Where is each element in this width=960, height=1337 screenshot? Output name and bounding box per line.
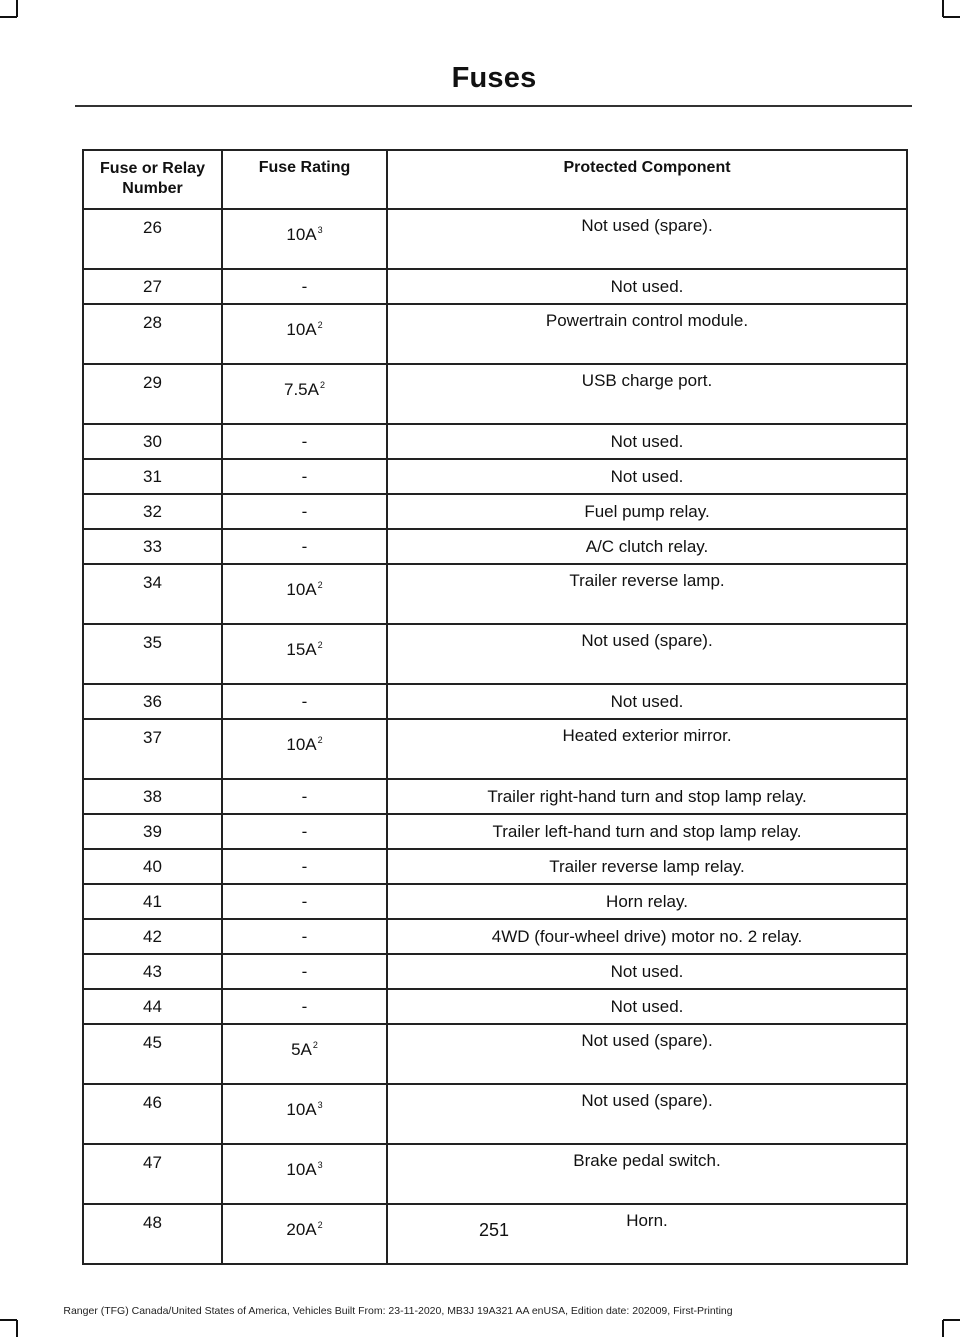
protected-component-cell: Not used (spare). [387,1084,907,1144]
footnote-marker: 2 [319,380,325,390]
fuse-rating-value: - [301,431,308,451]
fuse-rating-cell [222,814,387,849]
fuse-rating-value: 10A [286,225,317,244]
fuse-number-cell: 36 [83,684,222,719]
fuse-rating-cell [222,684,387,719]
protected-component-cell: Brake pedal switch. [387,1144,907,1204]
crop-mark-top-left [0,16,17,18]
table-row [83,624,907,684]
fuse-rating-cell [222,1144,387,1204]
fuse-rating-cell [222,719,387,779]
fuse-rating-value: 7.5A [284,380,319,399]
footnote-marker: 2 [317,735,323,745]
fuse-number-cell: 37 [83,719,222,779]
fuse-rating-value: - [301,856,308,876]
table-row [83,954,907,989]
protected-component-cell: Trailer right-hand turn and stop lamp relay. [387,779,907,814]
fuse-number-cell: 46 [83,1084,222,1144]
fuse-rating-cell [222,954,387,989]
table-row [83,304,907,364]
fuse-number-cell: 47 [83,1144,222,1204]
protected-component-cell: Fuel pump relay. [387,494,907,529]
footnote-marker: 3 [317,1160,323,1170]
table-row [83,529,907,564]
fuse-rating-value: 10A [286,320,317,339]
table-row [83,779,907,814]
fuse-rating-value: - [301,996,308,1016]
column-header-component: Protected Component [387,150,907,209]
fuse-rating-cell [222,919,387,954]
footnote-marker: 2 [312,1040,318,1050]
fuse-number-cell: 45 [83,1024,222,1084]
fuse-rating-cell [222,564,387,624]
page-number: 251 [478,1220,510,1240]
table-row [83,424,907,459]
protected-component-cell: Trailer reverse lamp relay. [387,849,907,884]
crop-mark-bottom-left [16,1320,18,1337]
fuse-rating-cell [222,849,387,884]
fuse-rating-value: 5A [291,1040,312,1059]
protected-component-cell: Not used. [387,684,907,719]
fuse-rating-value: - [301,276,308,296]
fuse-number-cell: 38 [83,779,222,814]
fuse-number-cell: 34 [83,564,222,624]
fuse-rating-cell [222,884,387,919]
table-row [83,1144,907,1204]
crop-mark-bottom-left [0,1319,17,1321]
table-row [83,814,907,849]
fuse-rating-value: - [301,961,308,981]
protected-component-cell: Powertrain control module. [387,304,907,364]
protected-component-cell: Not used (spare). [387,1024,907,1084]
protected-component-cell: Not used. [387,424,907,459]
fuse-rating-cell [222,424,387,459]
crop-mark-bottom-right [942,1320,944,1337]
protected-component-cell: Horn. [387,1204,907,1264]
table-row [83,1084,907,1144]
footnote-marker: 3 [317,225,323,235]
fuse-rating-value: - [301,691,308,711]
table-row [83,564,907,624]
table-row [83,209,907,269]
fuse-rating-cell [222,459,387,494]
fuse-rating-value: - [301,786,308,806]
table-row [83,719,907,779]
fuse-number-cell: 29 [83,364,222,424]
fuse-number-cell: 31 [83,459,222,494]
protected-component-cell: Not used. [387,459,907,494]
footnote-marker: 2 [317,1220,323,1230]
crop-mark-top-left [16,0,18,17]
fuse-rating-value: 20A [286,1220,317,1239]
fuse-rating-cell [222,779,387,814]
fuse-rating-cell [222,529,387,564]
table-row [83,849,907,884]
fuse-number-cell: 26 [83,209,222,269]
fuse-number-cell: 40 [83,849,222,884]
fuse-number-cell: 32 [83,494,222,529]
fuse-number-cell: 28 [83,304,222,364]
protected-component-cell: Not used. [387,954,907,989]
fuse-number-cell: 27 [83,269,222,304]
table-row [83,269,907,304]
footer-text: Ranger (TFG) Canada/United States of America, Vehicles Built From: 23-11-2020, MB3J 19A321 AA enUSA, Edition date: 202009, First-Printing [63,1305,733,1317]
fuse-rating-value: 10A [286,580,317,599]
page-title: Fuses [451,62,537,94]
fuse-rating-value: - [301,926,308,946]
fuse-rating-value: 10A [286,1160,317,1179]
column-header-number: Fuse or Relay Number [83,150,222,209]
table-row [83,989,907,1024]
fuse-table [82,149,908,1265]
fuse-rating-value: - [301,466,308,486]
protected-component-cell: Not used. [387,269,907,304]
fuse-table-body [83,209,907,1264]
footnote-marker: 3 [317,1100,323,1110]
protected-component-cell: Heated exterior mirror. [387,719,907,779]
fuse-number-cell: 43 [83,954,222,989]
protected-component-cell: Not used (spare). [387,209,907,269]
fuse-number-cell: 41 [83,884,222,919]
fuse-rating-value: - [301,891,308,911]
fuse-number-cell: 30 [83,424,222,459]
protected-component-cell: Not used (spare). [387,624,907,684]
table-row [83,919,907,954]
column-header-rating: Fuse Rating [222,150,387,209]
fuse-number-cell: 44 [83,989,222,1024]
protected-component-cell: Horn relay. [387,884,907,919]
protected-component-cell: Not used. [387,989,907,1024]
fuse-rating-cell [222,989,387,1024]
table-header-row [83,150,907,209]
footnote-marker: 2 [317,640,323,650]
protected-component-cell: A/C clutch relay. [387,529,907,564]
fuse-rating-cell [222,269,387,304]
table-row [83,364,907,424]
table-row [83,684,907,719]
fuse-rating-value: - [301,821,308,841]
fuse-rating-cell [222,1084,387,1144]
crop-mark-top-right [943,16,960,18]
fuse-rating-cell [222,624,387,684]
fuse-number-cell: 33 [83,529,222,564]
crop-mark-top-right [942,0,944,17]
footnote-marker: 2 [317,320,323,330]
fuse-number-cell: 39 [83,814,222,849]
table-row [83,884,907,919]
fuse-rating-value: 10A [286,735,317,754]
protected-component-cell: Trailer left-hand turn and stop lamp relay. [387,814,907,849]
fuse-rating-cell [222,494,387,529]
table-row [83,1024,907,1084]
fuse-number-cell: 35 [83,624,222,684]
table-row [83,459,907,494]
fuse-rating-cell [222,304,387,364]
fuse-rating-value: - [301,536,308,556]
fuse-rating-value: 10A [286,1100,317,1119]
fuse-rating-value: - [301,501,308,521]
crop-mark-bottom-right [943,1319,960,1321]
protected-component-cell: Trailer reverse lamp. [387,564,907,624]
table-row [83,494,907,529]
fuse-rating-value: 15A [286,640,317,659]
fuse-rating-cell [222,209,387,269]
fuse-number-cell: 48 [83,1204,222,1264]
fuse-rating-cell [222,364,387,424]
header-rule [75,105,912,107]
fuse-rating-cell [222,1024,387,1084]
protected-component-cell: USB charge port. [387,364,907,424]
footnote-marker: 2 [317,580,323,590]
fuse-number-cell: 42 [83,919,222,954]
protected-component-cell: 4WD (four-wheel drive) motor no. 2 relay. [387,919,907,954]
